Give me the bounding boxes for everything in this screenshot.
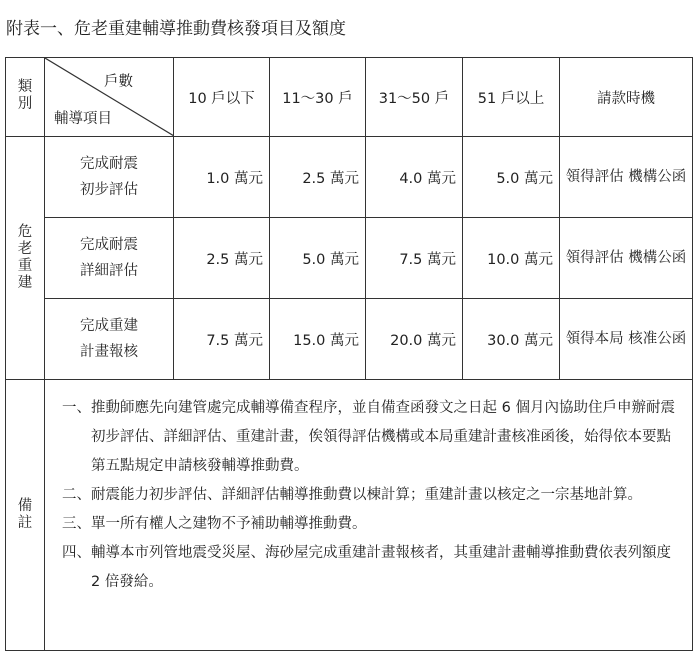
item-cell bbox=[45, 137, 174, 218]
amount-cell: 30.0 萬元 bbox=[463, 299, 560, 380]
note-text: 單一所有權人之建物不予補助輔導推動費。 bbox=[91, 516, 367, 532]
note-number: 二、 bbox=[62, 487, 91, 503]
column-header: 10 戶以下 bbox=[174, 58, 270, 137]
timing-cell bbox=[560, 137, 693, 218]
amount-cell: 2.5 萬元 bbox=[270, 137, 366, 218]
notes-category-cell bbox=[6, 380, 45, 651]
amount-cell: 10.0 萬元 bbox=[463, 218, 560, 299]
column-header: 31～50 戶 bbox=[366, 58, 463, 137]
note-number: 三、 bbox=[62, 516, 91, 532]
timing-cell bbox=[560, 218, 693, 299]
amount-cell: 5.0 萬元 bbox=[463, 137, 560, 218]
note-number: 四、 bbox=[62, 545, 91, 561]
category-label: 危老重建 bbox=[17, 224, 33, 291]
note-text: 推動師應先向建管處完成輔導備查程序，並自備查函發文之日起 6 個月內協助住戶申辦耐震初步評估、詳細評估、重建計畫，俟領得評估機構或本局重建計畫核准函後，始得依本要點第五點規定申請核發輔導推動費。 bbox=[91, 400, 675, 474]
category-header-label: 類別 bbox=[17, 78, 33, 112]
item-line1: 完成耐震 bbox=[80, 156, 138, 172]
item-line2: 初步評估 bbox=[80, 182, 138, 198]
table-row bbox=[6, 218, 693, 299]
timing-line2: 機構公函 bbox=[628, 169, 687, 185]
amount-cell: 4.0 萬元 bbox=[366, 137, 463, 218]
amount-cell: 7.5 萬元 bbox=[174, 299, 270, 380]
note-text: 耐震能力初步評估、詳細評估輔導推動費以棟計算；重建計畫以核定之一宗基地計算。 bbox=[91, 487, 642, 503]
diag-top-label: 戶數 bbox=[104, 74, 133, 90]
diag-bottom-label: 輔導項目 bbox=[54, 111, 112, 127]
amount-cell: 7.5 萬元 bbox=[366, 218, 463, 299]
category-header bbox=[6, 58, 45, 137]
timing-line2: 核准公函 bbox=[628, 331, 687, 347]
notes-row bbox=[6, 380, 693, 651]
notes-cell bbox=[45, 380, 693, 651]
item-line2: 計畫報核 bbox=[80, 344, 138, 360]
note-text: 輔導本市列管地震受災屋、海砂屋完成重建計畫報核者，其重建計畫輔導推動費依表列額度 2 倍發給。 bbox=[91, 545, 671, 590]
note-item bbox=[45, 539, 684, 597]
amount-cell: 1.0 萬元 bbox=[174, 137, 270, 218]
amount-cell: 20.0 萬元 bbox=[366, 299, 463, 380]
note-item bbox=[45, 510, 684, 539]
item-cell bbox=[45, 299, 174, 380]
diagonal-header-cell bbox=[45, 58, 174, 137]
subsidy-table bbox=[5, 57, 693, 651]
item-line2: 詳細評估 bbox=[80, 263, 138, 279]
timing-line1: 領得評估 bbox=[565, 250, 624, 266]
column-header: 請款時機 bbox=[560, 58, 693, 137]
timing-line1: 領得評估 bbox=[565, 169, 624, 185]
amount-cell: 5.0 萬元 bbox=[270, 218, 366, 299]
notes-category-label: 備註 bbox=[17, 498, 33, 531]
item-line1: 完成重建 bbox=[80, 318, 138, 334]
item-cell bbox=[45, 218, 174, 299]
item-line1: 完成耐震 bbox=[80, 237, 138, 253]
timing-line1: 領得本局 bbox=[565, 331, 624, 347]
header-row bbox=[6, 58, 693, 137]
column-header: 51 戶以上 bbox=[463, 58, 560, 137]
note-item bbox=[45, 394, 684, 481]
timing-cell bbox=[560, 299, 693, 380]
note-number: 一、 bbox=[62, 400, 91, 416]
amount-cell: 2.5 萬元 bbox=[174, 218, 270, 299]
timing-line2: 機構公函 bbox=[628, 250, 687, 266]
page-title: 附表一、危老重建輔導推動費核發項目及額度 bbox=[6, 19, 346, 39]
table-row bbox=[6, 299, 693, 380]
amount-cell: 15.0 萬元 bbox=[270, 299, 366, 380]
note-item bbox=[45, 481, 684, 510]
table-row bbox=[6, 137, 693, 218]
column-header: 11～30 戶 bbox=[270, 58, 366, 137]
category-cell bbox=[6, 137, 45, 380]
